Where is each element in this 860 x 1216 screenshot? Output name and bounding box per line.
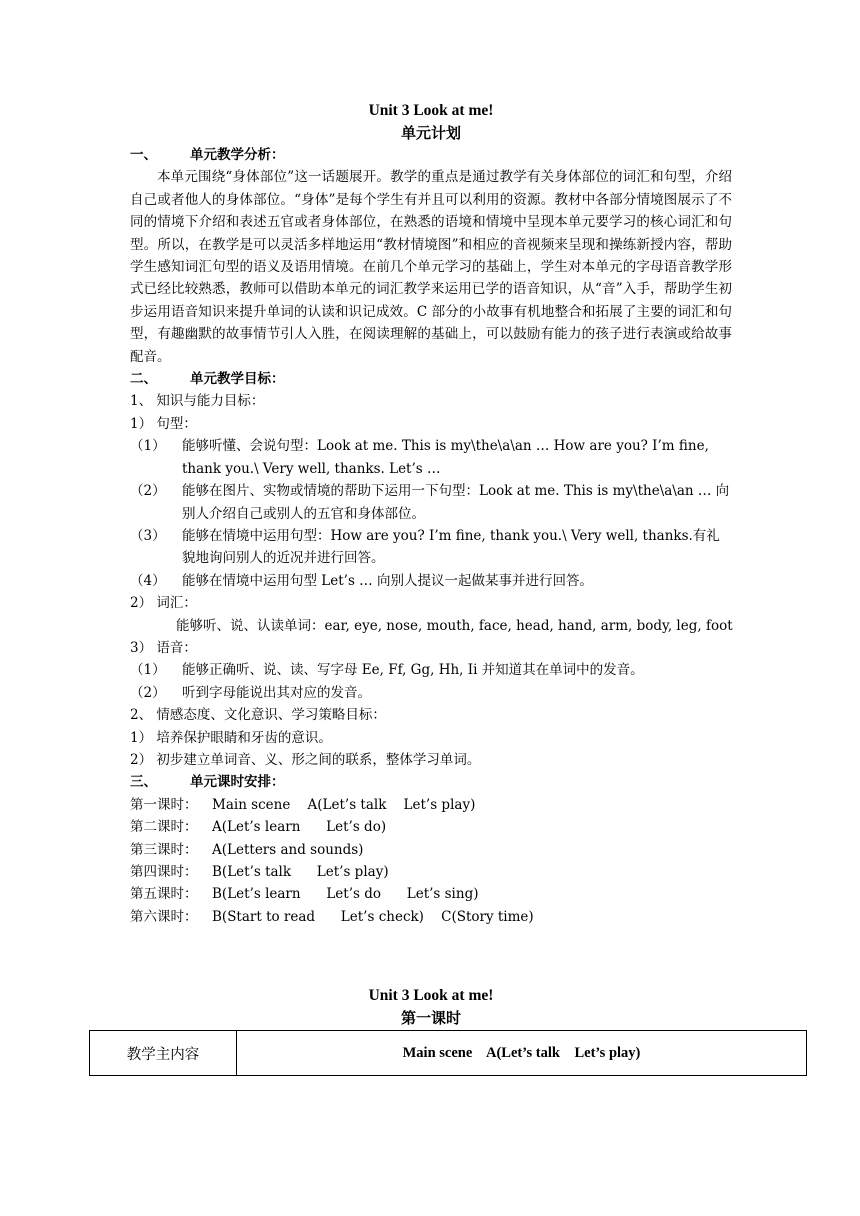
lesson-one-heading	[130, 985, 732, 1029]
lesson-row	[130, 839, 732, 861]
section1-title: 单元教学分析：	[190, 147, 285, 163]
unit-title: Unit 3 Look at me!	[368, 102, 494, 119]
item-number: （1）	[130, 438, 166, 455]
sentence-item	[130, 480, 732, 525]
lesson-unit-title: Unit 3 Look at me!	[368, 987, 494, 1004]
item-text: 能够正确听、说、读、写字母 Ee, Ff, Gg, Hh, Ii 并知道其在单词中的发音。	[182, 662, 644, 679]
sub-sentences: 1） 句型：	[130, 415, 197, 432]
item-number: （1）	[130, 662, 166, 679]
lesson-row	[130, 906, 732, 928]
phonics-item	[130, 659, 732, 681]
item-number: （3）	[130, 527, 166, 544]
section2-number: 二、	[130, 371, 157, 388]
section3-title: 单元课时安排：	[190, 774, 285, 791]
section1-heading	[130, 144, 732, 166]
lesson-content: B(Start to read Let’s check) C(Story time)	[212, 908, 534, 925]
lesson-content: A(Letters and sounds)	[212, 841, 364, 858]
sentence-item	[130, 525, 732, 570]
section3-heading	[130, 771, 732, 793]
item-text: 听到字母能说出其对应的发音。	[182, 684, 371, 701]
lesson-title: 第一课时	[400, 1009, 461, 1027]
section3-number: 三、	[130, 774, 157, 791]
lesson-label: 第二课时：	[130, 819, 198, 836]
section2-heading	[130, 368, 732, 390]
lesson-label: 第一课时：	[130, 796, 198, 813]
table-value-cell: Main scene A(Let’s talk Let’s play)	[237, 1031, 807, 1076]
affect-item: 1） 培养保护眼睛和牙齿的意识。	[130, 729, 332, 746]
item-number: （2）	[130, 483, 166, 500]
section1-number: 一、	[130, 147, 157, 163]
item-number: （2）	[130, 684, 166, 701]
goal-affect: 2、 情感态度、文化意识、学习策略目标：	[130, 707, 386, 724]
lesson-content: B(Let’s talk Let’s play)	[212, 864, 389, 880]
lesson-label: 第四课时：	[130, 864, 198, 880]
lesson-content: A(Let’s learn Let’s do)	[212, 819, 387, 836]
lesson-content: Main scene A(Let’s talk Let’s play)	[212, 796, 476, 813]
table-label-cell: 教学主内容	[90, 1031, 237, 1076]
sentence-item	[130, 435, 732, 480]
phonics-item	[130, 682, 732, 704]
lesson-content-table	[89, 1030, 807, 1076]
analysis-paragraph: 本单元围绕“身体部位”这一话题展开。教学的重点是通过教学有关身体部位的词汇和句型，介绍自己或者他人的身体部位。“身体”是每个学生有并且可以利用的资源。教材中各部分情境图展示了不同的情境下介绍和表述五官或者身体部位，在熟悉的语境和情境中呈现本单元要学习的核心词汇和句型。所以，在教学是可以灵活多样地运用“教材情境图”和相应的音视频来呈现和操练新授内容，帮助学生感知词汇句型的语义及语用情境。在前几个单元学习的基础上，学生对本单元的字母语音教学形式已经比较熟悉，教师可以借助本单元的词汇教学来运用已学的语音知识，从“音”入手，帮助学生初步运用语音知识来提升单词的认读和识记成效。C 部分的小故事有机地整合和拓展了主要的词汇和句型，有趣幽默的故事情节引人入胜，在阅读理解的基础上，可以鼓励有能力的孩子进行表演或给故事配音。	[130, 169, 732, 365]
goal-knowledge: 1、 知识与能力目标：	[130, 393, 265, 410]
sentence-item	[130, 570, 732, 592]
item-text: 能够听懂、会说句型：Look at me. This is my\the\a\an … How are you? I’m fine, thank you.\ Very well, thanks. Let’s …	[182, 438, 709, 477]
lesson-row	[130, 861, 732, 883]
lesson-row	[130, 794, 732, 816]
affect-item: 2） 初步建立单词音、义、形之间的联系，整体学习单词。	[130, 751, 481, 768]
item-text: 能够在情境中运用句型 Let’s … 向别人提议一起做某事并进行回答。	[182, 572, 593, 589]
sub-phonics: 3） 语音：	[130, 639, 197, 656]
lesson-row	[130, 816, 732, 838]
sub-vocabulary: 2） 词汇：	[130, 595, 197, 612]
section2-title: 单元教学目标：	[190, 371, 285, 388]
lesson-label: 第五课时：	[130, 886, 198, 903]
item-text: 能够在图片、实物或情境的帮助下运用一下句型：Look at me. This is my\the\a\an … 向别人介绍自己或别人的五官和身体部位。	[182, 483, 730, 522]
lesson-label: 第三课时：	[130, 841, 198, 858]
table-row	[90, 1031, 807, 1076]
vocabulary-line: 能够听、说、认读单词：ear, eye, nose, mouth, face, head, hand, arm, body, leg, foot	[176, 617, 733, 634]
item-number: （4）	[130, 572, 166, 589]
lesson-label: 第六课时：	[130, 908, 198, 925]
lesson-row	[130, 883, 732, 905]
lesson-content: B(Let’s learn Let’s do Let’s sing)	[212, 886, 479, 903]
plan-title: 单元计划	[400, 124, 461, 142]
unit-plan-section	[130, 100, 732, 928]
item-text: 能够在情境中运用句型：How are you? I’m fine, thank you.\ Very well, thanks.有礼貌地询问别人的近况并进行回答。	[182, 527, 720, 567]
